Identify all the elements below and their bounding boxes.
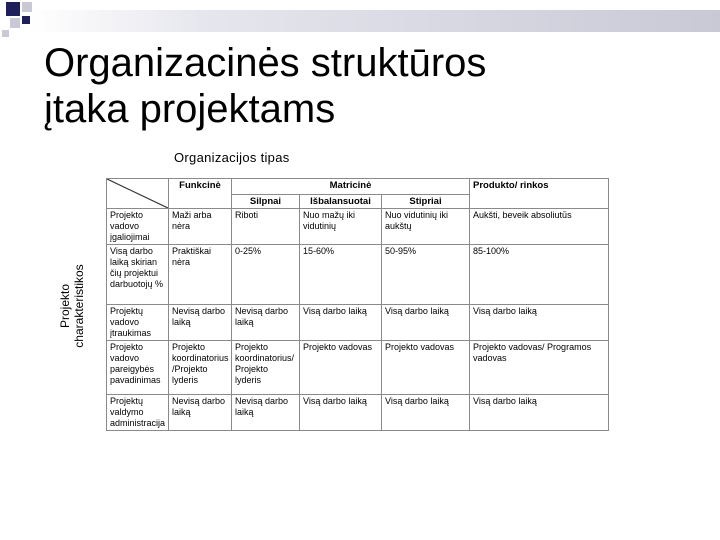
deco-square-dark-2 <box>22 16 30 24</box>
cell-stipriai: Visą darbo laiką <box>382 305 470 341</box>
organization-structure-table <box>106 178 609 431</box>
header-row-1 <box>107 179 609 195</box>
cell-silpnai: Nevisą darbo laiką <box>232 305 300 341</box>
cell-silpnai: Nevisą darbo laiką <box>232 395 300 431</box>
cell-stipriai: Visą darbo laiką <box>382 395 470 431</box>
cell-funkcine: Maži arba nėra <box>169 209 232 245</box>
row-label: Visą darbo laiką skirian čių projektui darbuotojų % <box>107 245 169 305</box>
header-funkcine: Funkcinė <box>169 179 232 209</box>
deco-square-light-1 <box>22 2 32 12</box>
table-row <box>107 341 609 395</box>
row-label: Projektų valdymo administracija <box>107 395 169 431</box>
cell-produkto: Projekto vadovas/ Programos vadovas <box>470 341 609 395</box>
cell-silpnai: Riboti <box>232 209 300 245</box>
cell-funkcine: Projekto koordinatorius /Projekto lyderis <box>169 341 232 395</box>
cell-isbalansuotai: Nuo mažų iki vidutinių <box>300 209 382 245</box>
cell-produkto: Visą darbo laiką <box>470 305 609 341</box>
header-gradient-bar <box>30 10 720 32</box>
cell-isbalansuotai: Visą darbo laiką <box>300 395 382 431</box>
deco-square-light-2 <box>10 18 20 28</box>
organization-type-label: Organizacijos tipas <box>174 150 290 165</box>
header-matricine: Matricinė <box>232 179 470 195</box>
table-row <box>107 245 609 305</box>
cell-stipriai: Nuo vidutinių iki aukštų <box>382 209 470 245</box>
slide-title <box>44 40 684 132</box>
side-label-line-1: Projekto <box>58 283 72 329</box>
header-silpnai: Silpnai <box>232 195 300 209</box>
cell-silpnai: Projekto koordinatorius/ Projekto lyderis <box>232 341 300 395</box>
table-row <box>107 305 609 341</box>
cell-stipriai: Projekto vadovas <box>382 341 470 395</box>
cell-isbalansuotai: Projekto vadovas <box>300 341 382 395</box>
cell-produkto: Visą darbo laiką <box>470 395 609 431</box>
row-label: Projekto vadovo pareigybės pavadinimas <box>107 341 169 395</box>
header-isbalansuotai: Išbalansuotai <box>300 195 382 209</box>
header-produkto: Produkto/ rinkos <box>470 179 609 209</box>
deco-square-light-3 <box>2 30 9 37</box>
cell-stipriai: 50-95% <box>382 245 470 305</box>
project-characteristics-label <box>58 248 98 368</box>
slide-title-line-1: Organizacinės struktūros <box>44 41 487 85</box>
cell-produkto: 85-100% <box>470 245 609 305</box>
cell-funkcine: Nevisą darbo laiką <box>169 395 232 431</box>
header-stipriai: Stipriai <box>382 195 470 209</box>
cell-isbalansuotai: Visą darbo laiką <box>300 305 382 341</box>
slide-title-line-2: įtaka projektams <box>44 87 336 131</box>
row-label: Projektų vadovo įtraukimas <box>107 305 169 341</box>
cell-isbalansuotai: 15-60% <box>300 245 382 305</box>
row-label: Projekto vadovo įgaliojimai <box>107 209 169 245</box>
table-row <box>107 395 609 431</box>
side-label-line-2: charakteristikos <box>72 264 86 348</box>
deco-square-dark-1 <box>6 2 20 16</box>
cell-produkto: Aukšti, beveik absoliutūs <box>470 209 609 245</box>
cell-funkcine: Nevisą darbo laiką <box>169 305 232 341</box>
cell-silpnai: 0-25% <box>232 245 300 305</box>
corner-diagonal-cell <box>107 179 169 209</box>
table-row <box>107 209 609 245</box>
cell-funkcine: Praktiškai nėra <box>169 245 232 305</box>
